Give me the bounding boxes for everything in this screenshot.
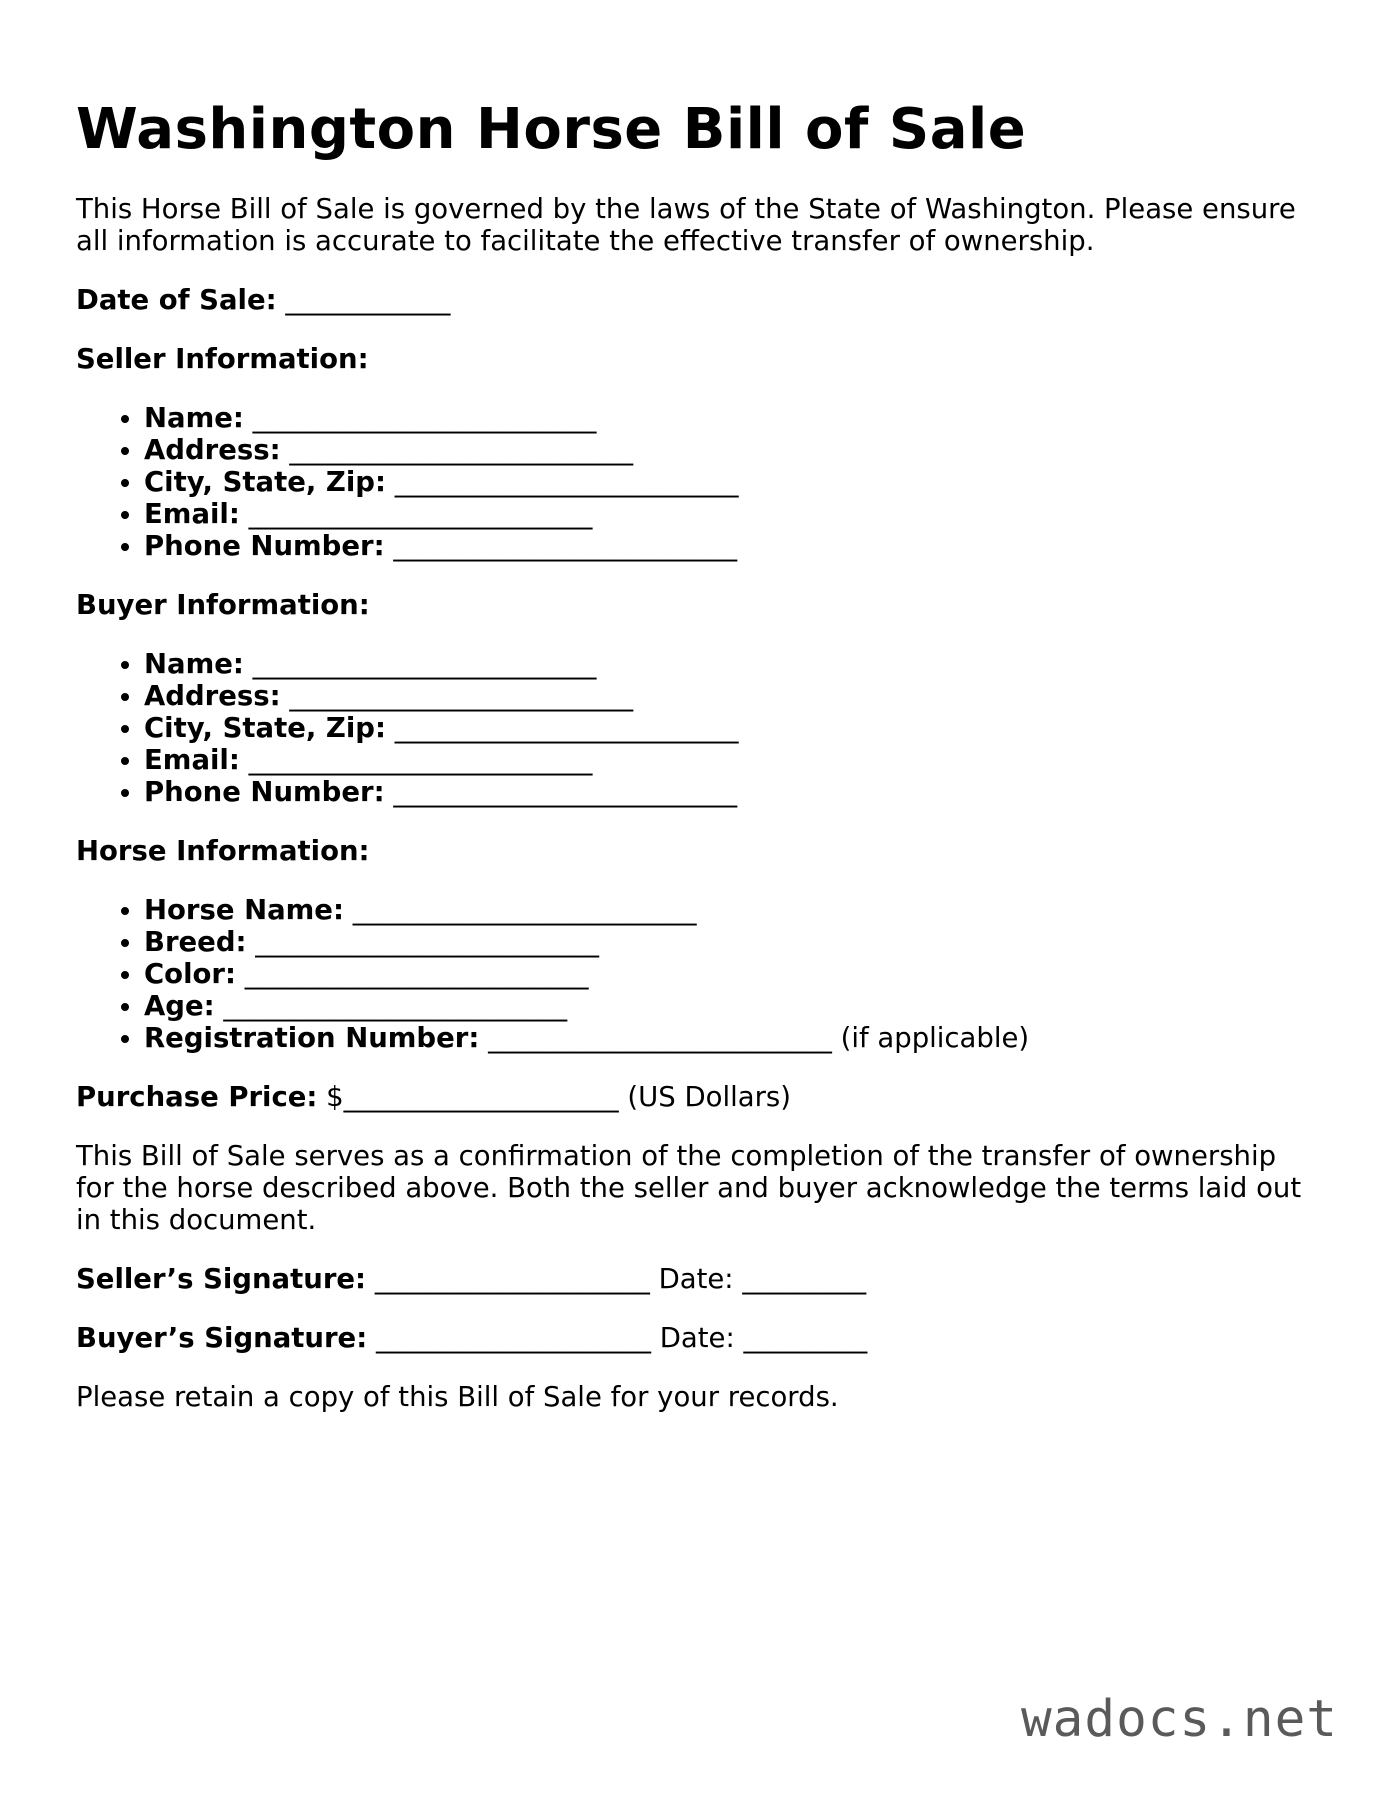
- field-label: Phone Number:: [144, 530, 385, 562]
- field-blank[interactable]: _________________________: [393, 776, 738, 808]
- buyer-signature-line: [76, 1322, 1316, 1354]
- purchase-price-line: [76, 1081, 1316, 1113]
- horse-fields-list: [76, 894, 1316, 1054]
- field-blank[interactable]: _________________________: [255, 926, 600, 958]
- seller-email-field: [144, 498, 1316, 530]
- buyer-name-field: [144, 648, 1316, 680]
- purchase-price-label: Purchase Price:: [76, 1081, 318, 1113]
- seller-date-blank[interactable]: _________: [742, 1263, 867, 1295]
- field-blank[interactable]: _________________________: [248, 744, 593, 776]
- seller-name-field: [144, 402, 1316, 434]
- purchase-price-note: (US Dollars): [627, 1081, 791, 1113]
- field-blank[interactable]: _________________________: [488, 1022, 832, 1054]
- date-of-sale-blank[interactable]: ____________: [285, 284, 451, 316]
- date-of-sale-line: [76, 284, 1316, 316]
- document-title: Washington Horse Bill of Sale: [76, 97, 1027, 162]
- seller-phone-field: [144, 530, 1316, 562]
- field-label: Breed:: [144, 926, 247, 958]
- field-blank[interactable]: _________________________: [223, 990, 568, 1022]
- field-label: Email:: [144, 498, 240, 530]
- field-blank[interactable]: _________________________: [394, 712, 739, 744]
- buyer-fields-list: [76, 648, 1316, 808]
- field-blank[interactable]: _________________________: [244, 958, 589, 990]
- buyer-city-state-zip-field: [144, 712, 1316, 744]
- watermark-text: wadocs.net: [1020, 1690, 1338, 1749]
- horse-heading: Horse Information:: [76, 835, 370, 867]
- horse-color-field: [144, 958, 1316, 990]
- field-label: Name:: [144, 648, 244, 680]
- field-label: Address:: [144, 680, 281, 712]
- seller-address-field: [144, 434, 1316, 466]
- horse-breed-field: [144, 926, 1316, 958]
- field-label: Phone Number:: [144, 776, 385, 808]
- document-page: [76, 96, 1316, 1413]
- purchase-price-blank[interactable]: $____________________: [326, 1081, 619, 1113]
- buyer-signature-label: Buyer’s Signature:: [76, 1322, 368, 1354]
- date-of-sale-label: Date of Sale:: [76, 284, 277, 316]
- seller-signature-blank[interactable]: ____________________: [374, 1263, 650, 1295]
- confirmation-paragraph: This Bill of Sale serves as a confirmation of the completion of the transfer of ownership for the horse described above. Both the seller and buyer acknowledge the terms laid out in this document.: [76, 1140, 1302, 1236]
- horse-name-field: [144, 894, 1316, 926]
- field-label: City, State, Zip:: [144, 466, 386, 498]
- field-label: Address:: [144, 434, 281, 466]
- field-blank[interactable]: _________________________: [352, 894, 697, 926]
- buyer-date-label: Date:: [659, 1322, 735, 1354]
- field-label: Email:: [144, 744, 240, 776]
- field-blank[interactable]: _________________________: [394, 466, 739, 498]
- buyer-date-blank[interactable]: _________: [743, 1322, 868, 1354]
- seller-date-label: Date:: [658, 1263, 734, 1295]
- field-note: (if applicable): [840, 1022, 1030, 1054]
- buyer-heading: Buyer Information:: [76, 589, 370, 621]
- intro-paragraph: This Horse Bill of Sale is governed by the laws of the State of Washington. Please ensure all information is accurate to facilitate the effective transfer of ownership.: [76, 193, 1296, 257]
- horse-age-field: [144, 990, 1316, 1022]
- field-label: Horse Name:: [144, 894, 344, 926]
- buyer-signature-blank[interactable]: ____________________: [375, 1322, 651, 1354]
- buyer-phone-field: [144, 776, 1316, 808]
- field-blank[interactable]: _________________________: [289, 680, 634, 712]
- field-blank[interactable]: _________________________: [248, 498, 593, 530]
- field-blank[interactable]: _________________________: [252, 648, 597, 680]
- field-label: Age:: [144, 990, 215, 1022]
- seller-city-state-zip-field: [144, 466, 1316, 498]
- seller-heading: Seller Information:: [76, 343, 369, 375]
- horse-registration-field: [144, 1022, 1316, 1054]
- field-label: Registration Number:: [144, 1022, 480, 1054]
- closing-note: Please retain a copy of this Bill of Sale for your records.: [76, 1381, 839, 1413]
- field-label: Color:: [144, 958, 236, 990]
- buyer-address-field: [144, 680, 1316, 712]
- seller-signature-label: Seller’s Signature:: [76, 1263, 367, 1295]
- field-blank[interactable]: _________________________: [393, 530, 738, 562]
- field-label: City, State, Zip:: [144, 712, 386, 744]
- field-label: Name:: [144, 402, 244, 434]
- seller-fields-list: [76, 402, 1316, 562]
- seller-signature-line: [76, 1263, 1316, 1295]
- buyer-email-field: [144, 744, 1316, 776]
- field-blank[interactable]: _________________________: [252, 402, 597, 434]
- field-blank[interactable]: _________________________: [289, 434, 634, 466]
